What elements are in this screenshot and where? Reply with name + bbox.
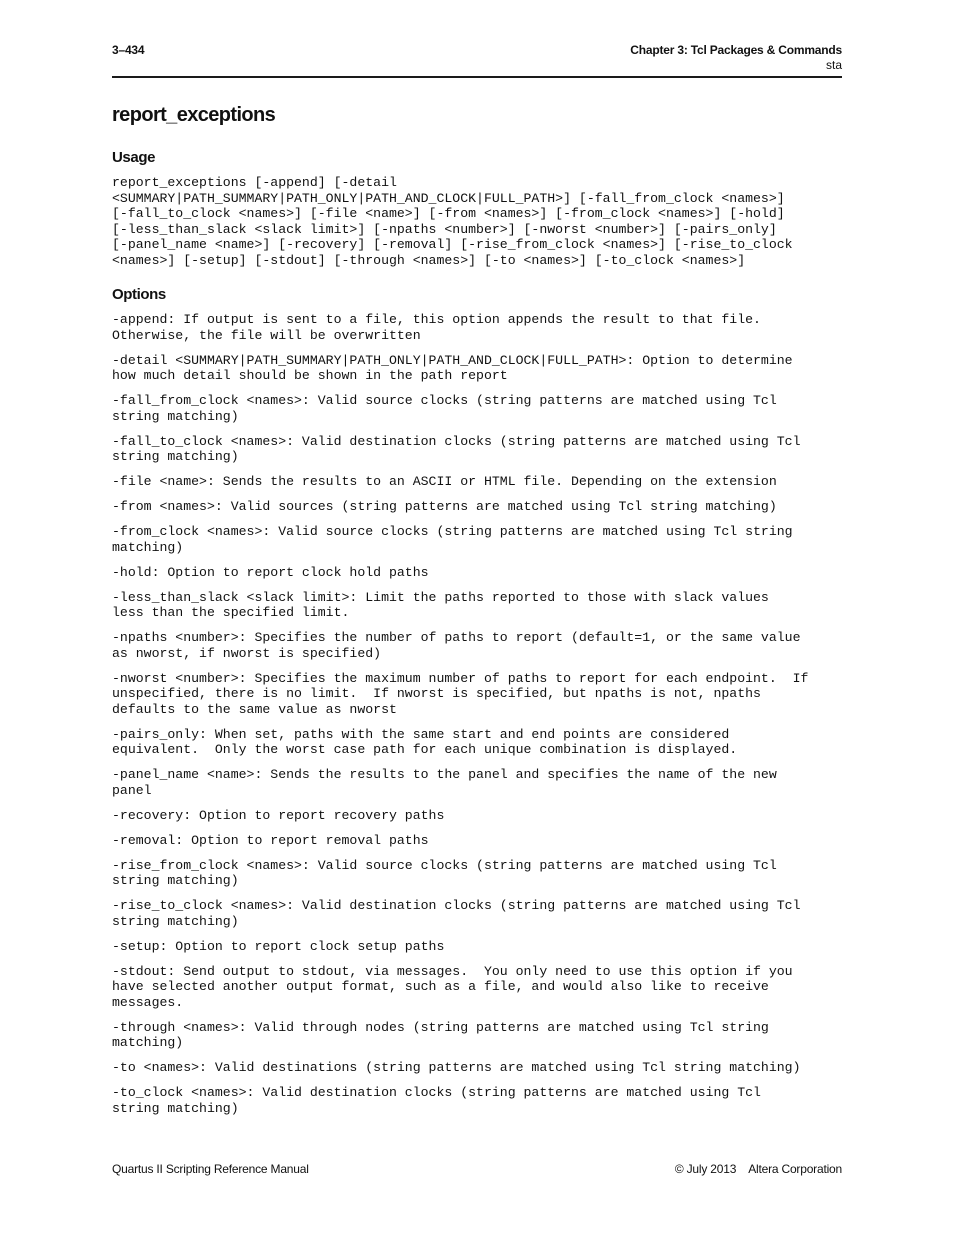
option-item: -nworst <number>: Specifies the maximum number of paths to report for each endpoint. If unspecified, there is no limit. If nworst is specified, but npaths is not, npaths defaults to the same value as nworst: [112, 670, 809, 717]
option-item: -from <names>: Valid sources (string patterns are matched using Tcl string matching): [112, 499, 777, 514]
option-item: -panel_name <name>: Sends the results to the panel and specifies the name of the new panel: [112, 767, 777, 798]
usage-heading: Usage: [112, 149, 156, 166]
option-item: -to <names>: Valid destinations (string patterns are matched using Tcl string matching): [112, 1060, 801, 1075]
option-item: -file <name>: Sends the results to an ASCII or HTML file. Depending on the extension: [112, 474, 777, 489]
option-item: -setup: Option to report clock setup paths: [112, 938, 445, 954]
option-item: -less_than_slack <slack limit>: Limit the paths reported to those with slack values less than the specified limit.: [112, 589, 769, 620]
footer-company: Altera Corporation: [748, 1162, 842, 1176]
option-item: -fall_to_clock <names>: Valid destination clocks (string patterns are matched using Tcl string matching): [112, 433, 801, 464]
option-item: -removal: Option to report removal paths: [112, 832, 429, 848]
option-item: -rise_from_clock <names>: Valid source clocks (string patterns are matched using Tcl string matching): [112, 857, 777, 888]
usage-syntax: report_exceptions [-append] [-detail <SUMMARY|PATH_SUMMARY|PATH_ONLY|PATH_AND_CLOCK|FULL_PATH>] [-fall_from_clock <names>] [-fall_to_clock <names>] [-file <name>] [-from <names>] [-from_clock <names>] [-hold] [-less_than_slack <slack limit>] [-npaths <number>] [-nworst <number>] [-pairs_only] [-panel_name <name>] [-recovery] [-removal] [-rise_from_clock <names>] [-rise_to_clock <names>] [-setup] [-stdout] [-through <names>] [-to <names>] [-to_clock <names>]: [112, 175, 793, 268]
header-rule: [112, 76, 842, 78]
option-item: -rise_to_clock <names>: Valid destination clocks (string patterns are matched using Tcl string matching): [112, 898, 801, 929]
option-item: -from_clock <names>: Valid source clocks (string patterns are matched using Tcl string matching): [112, 524, 793, 555]
option-item: -hold: Option to report clock hold paths: [112, 564, 429, 580]
options-list: [112, 312, 852, 1126]
option-item: -recovery: Option to report recovery paths: [112, 807, 445, 823]
option-item: -pairs_only: When set, paths with the same start and end points are considered equivalent. Only the worst case path for each unique combination is displayed.: [112, 726, 738, 757]
page-title: report_exceptions: [112, 104, 276, 126]
footer-date: © July 2013: [674, 1162, 737, 1176]
option-item: -append: If output is sent to a file, this option appends the result to that file. Otherwise, the file will be overwritten: [112, 312, 761, 343]
option-item: -detail <SUMMARY|PATH_SUMMARY|PATH_ONLY|PATH_AND_CLOCK|FULL_PATH>: Option to determine how much detail should be shown in the path report: [112, 352, 793, 383]
option-item: -fall_from_clock <names>: Valid source clocks (string patterns are matched using Tcl string matching): [112, 393, 777, 424]
running-header: [630, 43, 842, 73]
option-item: -npaths <number>: Specifies the number of paths to report (default=1, or the same value as nworst, if nworst is specified): [112, 630, 801, 661]
option-item: -to_clock <names>: Valid destination clocks (string patterns are matched using Tcl string matching): [112, 1085, 761, 1116]
footer-manual-title: Quartus II Scripting Reference Manual: [112, 1162, 309, 1176]
page-number: 3–434: [112, 43, 145, 57]
footer-copyright: [675, 1162, 842, 1176]
option-item: -through <names>: Valid through nodes (string patterns are matched using Tcl string matching): [112, 1019, 769, 1050]
options-heading: Options: [112, 286, 166, 303]
chapter-title: Chapter 3: Tcl Packages & Commands: [630, 43, 842, 57]
option-item: -stdout: Send output to stdout, via messages. You only need to use this option if you have selected another output format, such as a file, and would also like to receive messages.: [112, 963, 793, 1010]
section-name: sta: [825, 58, 842, 72]
